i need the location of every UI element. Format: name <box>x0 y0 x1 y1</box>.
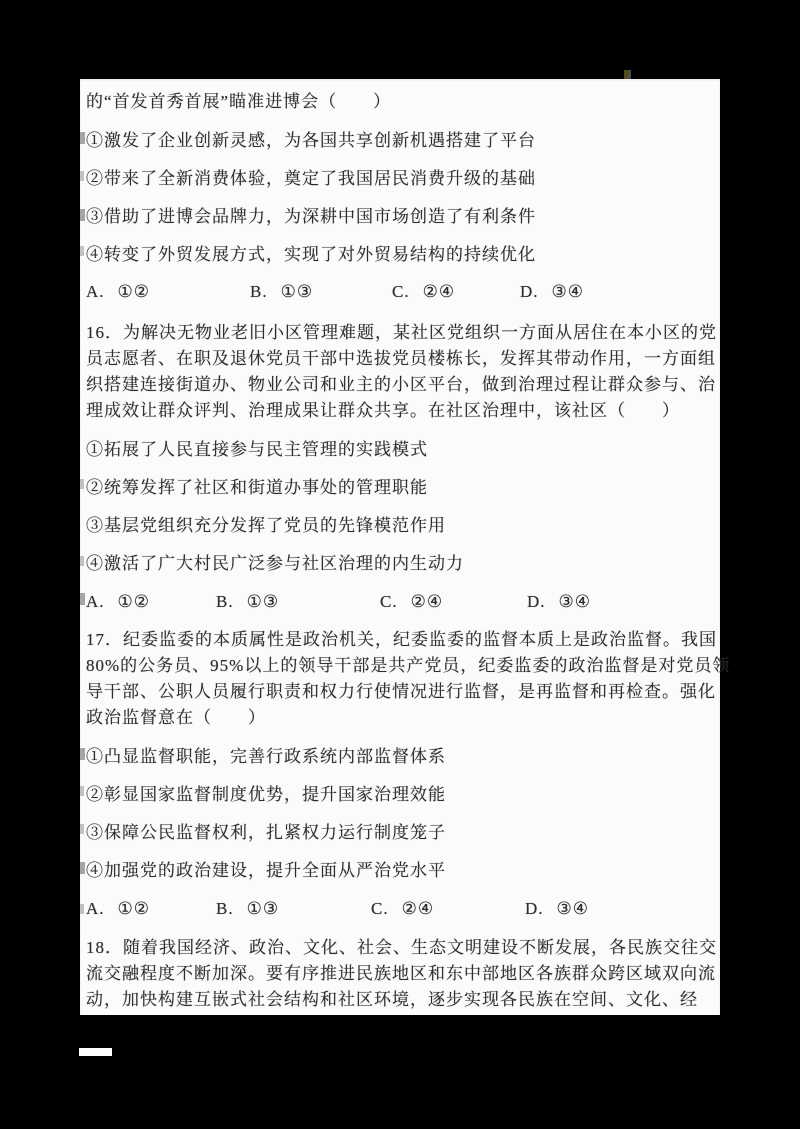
answer-value: ①② <box>117 899 151 918</box>
question-stem-line: 动，加快构建互嵌式社会结构和社区环境，逐步实现各民族在空间、文化、经 <box>86 990 698 1009</box>
scan-noise-mark <box>80 593 85 605</box>
question-option-1: ①凸显监督职能，完善行政系统内部监督体系 <box>86 747 446 766</box>
answer-choice-a <box>86 282 150 302</box>
question-stem-line: 16．为解决无物业老旧小区管理难题，某社区党组织一方面从居住在本小区的党 <box>86 323 717 342</box>
scan-corner-mark <box>624 70 631 79</box>
question-option-2: ②统筹发挥了社区和街道办事处的管理职能 <box>86 478 428 497</box>
scan-noise-mark <box>80 748 85 760</box>
answer-label: B. <box>250 282 268 301</box>
answer-choices-row <box>80 899 720 921</box>
answer-value: ①③ <box>246 899 280 918</box>
question-option-4: ④加强党的政治建设，提升全面从严治党水平 <box>86 861 446 880</box>
question-option-2: ②带来了全新消费体验，奠定了我国居民消费升级的基础 <box>86 169 536 188</box>
question-option-3: ③基层党组织充分发挥了党员的先锋模范作用 <box>86 516 446 535</box>
scan-noise-mark <box>80 246 84 256</box>
scan-noise-mark <box>80 479 84 489</box>
answer-choice-b <box>216 899 279 919</box>
answer-label: B. <box>216 592 234 611</box>
answer-choice-d <box>527 592 591 612</box>
question-stem-line: 政治监督意在（ ） <box>86 708 266 727</box>
answer-choice-d <box>525 899 589 919</box>
answer-value: ②④ <box>410 592 444 611</box>
answer-choice-c <box>380 592 443 612</box>
question-stem-line: 导干部、公职人员履行职责和权力行使情况进行监督，是再监督和再检查。强化 <box>86 682 716 701</box>
question-stem-line: 织搭建连接街道办、物业公司和业主的小区平台，做到治理过程让群众参与、治 <box>86 375 716 394</box>
answer-choice-a <box>86 592 150 612</box>
answer-choice-b <box>216 592 279 612</box>
question-option-4: ④激活了广大村民广泛参与社区治理的内生动力 <box>86 554 464 573</box>
scan-noise-mark <box>80 786 84 796</box>
answer-value: ②④ <box>422 282 456 301</box>
answer-choice-a <box>86 899 150 919</box>
question-stem-line: 员志愿者、在职及退休党员干部中选拔党员楼栋长，发挥其带动作用，一方面组 <box>86 349 716 368</box>
question-stem-line: 17．纪委监委的本质属性是政治机关，纪委监委的监督本质上是政治监督。我国 <box>86 630 717 649</box>
answer-value: ①③ <box>246 592 280 611</box>
question-stem-line: 80%的公务员、95%以上的领导干部是共产党员，纪委监委的政治监督是对党员领 <box>86 656 731 675</box>
answer-label: D. <box>520 282 539 301</box>
question-option-3: ③保障公民监督权利，扎紧权力运行制度笼子 <box>86 823 446 842</box>
scan-noise-mark <box>80 556 84 566</box>
scan-bottom-mark <box>79 1048 112 1056</box>
scan-noise-mark <box>80 171 84 181</box>
answer-label: A. <box>86 899 105 918</box>
answer-value: ③④ <box>558 592 592 611</box>
answer-value: ①③ <box>280 282 314 301</box>
question-option-3: ③借助了进博会品牌力，为深耕中国市场创造了有利条件 <box>86 207 536 226</box>
answer-choices-row <box>80 592 720 614</box>
question-stem-line: 流交融程度不断加深。要有序推进民族地区和东中部地区各族群众跨区域双向流 <box>86 964 716 983</box>
scan-noise-mark <box>80 132 85 144</box>
question-stem-line: 理成效让群众评判、治理成果让群众共享。在社区治理中，该社区（ ） <box>86 401 680 420</box>
question-option-2: ②彰显国家监督制度优势，提升国家治理效能 <box>86 785 446 804</box>
answer-value: ①② <box>117 282 151 301</box>
scan-noise-mark <box>80 824 84 834</box>
answer-label: C. <box>392 282 410 301</box>
scan-noise-mark <box>80 904 84 914</box>
answer-choice-d <box>520 282 584 302</box>
answer-choice-c <box>392 282 455 302</box>
question-option-1: ①激发了企业创新灵感，为各国共享创新机遇搭建了平台 <box>86 131 536 150</box>
answer-value: ①② <box>117 592 151 611</box>
question-stem-line: 的“首发首秀首展”瞄准进博会（ ） <box>86 92 392 111</box>
answer-choice-c <box>371 899 434 919</box>
answer-label: A. <box>86 592 105 611</box>
answer-label: C. <box>371 899 389 918</box>
question-option-1: ①拓展了人民直接参与民主管理的实践模式 <box>86 440 428 459</box>
answer-label: C. <box>380 592 398 611</box>
answer-value: ③④ <box>551 282 585 301</box>
answer-choices-row <box>80 282 720 304</box>
answer-label: A. <box>86 282 105 301</box>
answer-label: D. <box>525 899 544 918</box>
answer-label: B. <box>216 899 234 918</box>
answer-value: ②④ <box>401 899 435 918</box>
answer-choice-b <box>250 282 313 302</box>
scan-noise-mark <box>80 862 85 874</box>
answer-label: D. <box>527 592 546 611</box>
question-stem-line: 18．随着我国经济、政治、文化、社会、生态文明建设不断发展，各民族交往交 <box>86 938 717 957</box>
scan-noise-mark <box>80 209 85 221</box>
answer-value: ③④ <box>556 899 590 918</box>
question-option-4: ④转变了外贸发展方式，实现了对外贸易结构的持续优化 <box>86 245 536 264</box>
document-page <box>80 79 731 1015</box>
